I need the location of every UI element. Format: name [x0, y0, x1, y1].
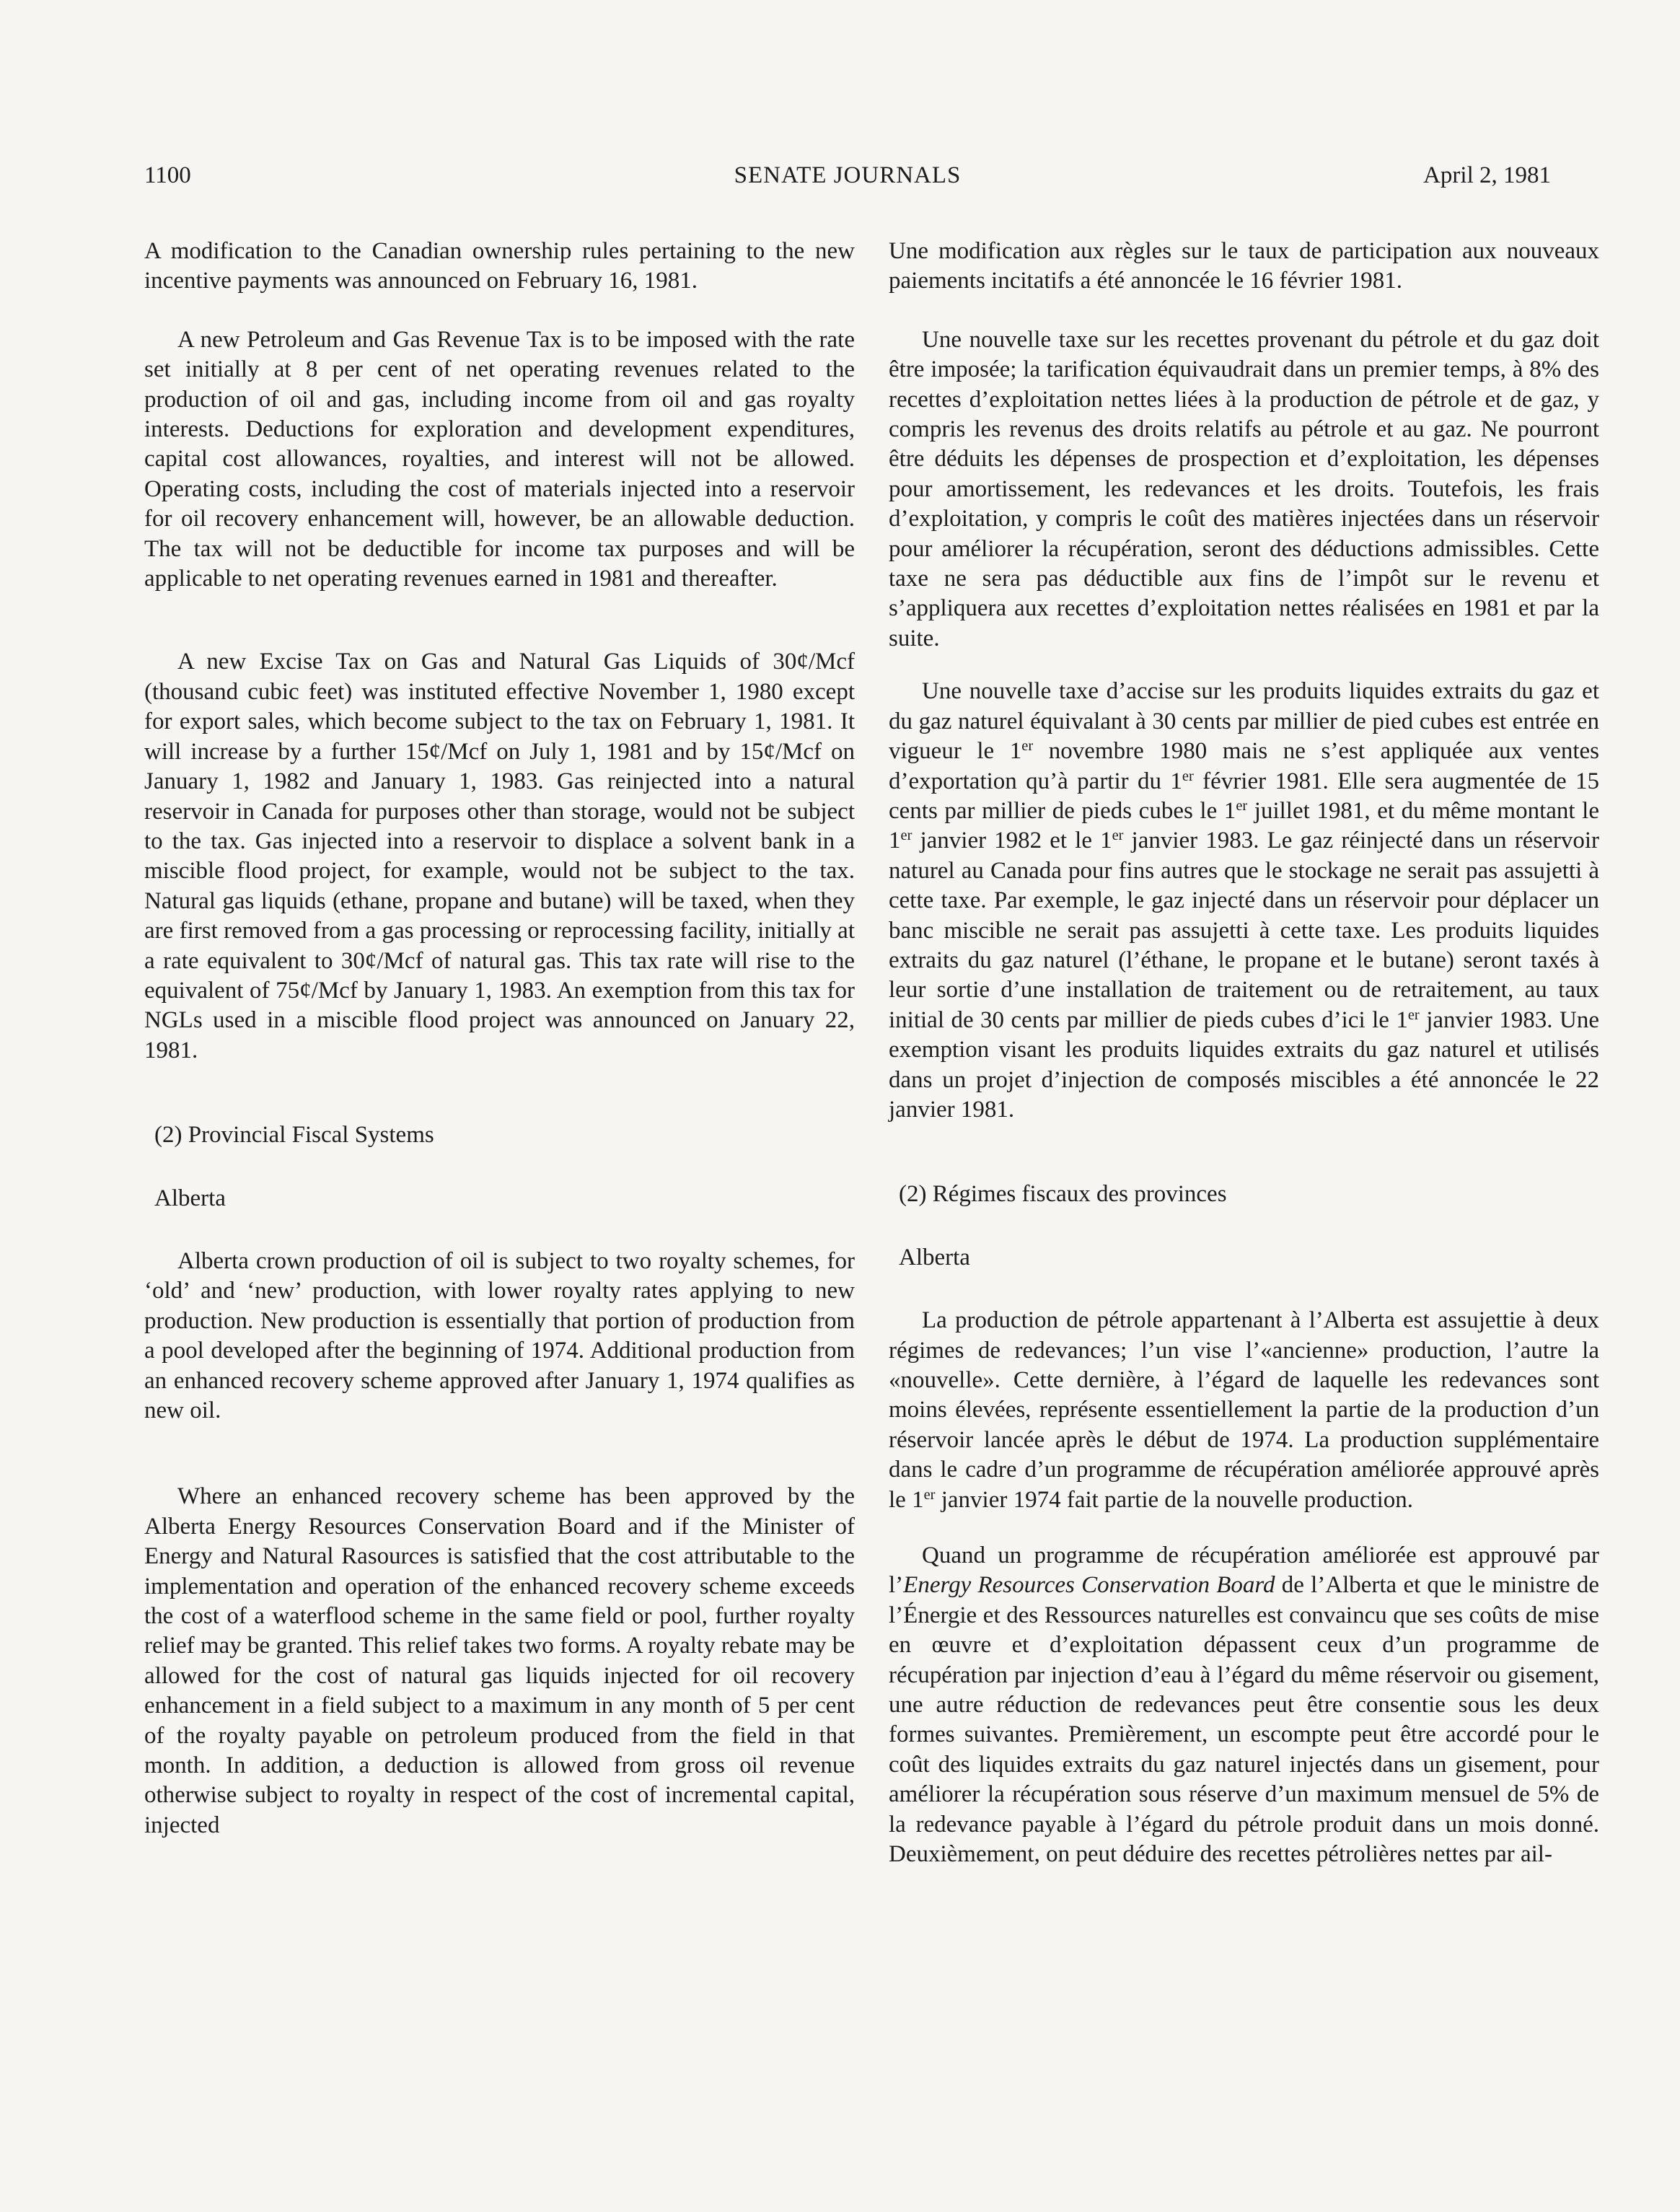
journal-date: April 2, 1981 — [1423, 162, 1551, 188]
en-paragraph-5: Where an enhanced recovery scheme has been approved by the Alberta Energy Resources Conservation Board and if the Minister of Energy and Natural Rasources is satisfied that the cost attributable to the implementation and operation of the enhanced recovery scheme exceeds the cost of a waterflood scheme in the same field or pool, further royalty relief may be granted. This relief takes two forms. A royalty rebate may be allowed for the cost of natural gas liquids injected for oil recovery enhancement in a field subject to a maximum in any month of 5 per cent of the royalty payable on petroleum produced from the field in that month. In addition, a deduction is allowed from gross oil revenue otherwise subject to royalty in respect of the cost of incremental capital, injected — [144, 1483, 855, 1838]
page-header — [144, 157, 1551, 193]
board-name: Energy Resources Conservation Board — [903, 1572, 1275, 1599]
en-paragraph-3: A new Excise Tax on Gas and Natural Gas Liquids of 30¢/Mcf (thousand cubic feet) was instituted effective November 1, 1980 except for export sales, which become subject to the tax on February 1, 1981. It will increase by a further 15¢/Mcf on July 1, 1981 and by 15¢/Mcf on January 1, 1982 and January 1, 1983. Gas reinjected into a natural reservoir in Canada for purposes other than storage, would not be subject to the tax. Gas injected into a reservoir to displace a solvent bank in a miscible flood project, for example, would not be subject to the tax. Natural gas liquids (ethane, propane and butane) will be taxed, when they are first removed from a gas processing or reprocessing facility, initially at a rate equivalent to 30¢/Mcf of natural gas. This tax rate will rise to the equivalent of 75¢/Mcf by January 1, 1983. An exemption from this tax for NGLs used in a miscible flood project was announced on January 22, 1981. — [144, 649, 855, 1063]
en-section-heading: (2) Provincial Fiscal Systems — [154, 1122, 434, 1149]
fr-paragraph-2: Une nouvelle taxe sur les recettes provenant du pétrole et du gaz doit être imposée; la tarification équivaudrait dans un premier temps, à 8% des recettes d’exploitation nettes liées à la production de pétrole et de gaz, y compris les revenus des droits relatifs au pétrole et au gaz. Ne pourront être déduits les dépenses de prospection et d’exploitation, les dépenses pour amortissement, les redevances et les droits. Toutefois, les frais d’exploitation, y compris le coût des matières injectées dans un réservoir pour améliorer la récupération, seront des déductions admissibles. Cette taxe ne sera pas déductible aux fins de l’impôt sur le revenu et s’appliquera aux recettes d’exploitation nettes réalisées en 1981 et par la suite. — [889, 326, 1599, 651]
en-paragraph-4: Alberta crown production of oil is subject to two royalty schemes, for ‘old’ and ‘new’ production, with lower royalty rates applying to new production. New production is essentially that portion of production from a pool developed after the beginning of 1974. Additional production from an enhanced recovery scheme approved after January 1, 1974 qualifies as new oil. — [144, 1247, 855, 1423]
fr-paragraph-3: Une nouvelle taxe d’accise sur les produits liquides extraits du gaz et du gaz naturel équivalant à 30 cents par millier de pied cubes est entrée en vigueur le 1er novembre 1980 mais ne s’est appliquée aux ventes d’exportation qu’à partir du 1er février 1981. Elle sera augmentée de 15 cents par millier de pieds cubes le 1er juillet 1981, et du même montant le 1er janvier 1982 et le 1er janvier 1983. Le gaz réinjecté dans un réservoir naturel au Canada pour fins autres que le stockage ne serait pas assujetti à cette taxe. Par exemple, le gaz injecté dans un réservoir pour déplacer un banc miscible ne serait pas assujetti à cette taxe. Les produits liquides extraits du gaz naturel (l’éthane, le propane et le butane) seront taxés à leur sortie d’une installation de traitement ou de retraitement, au taux initial de 30 cents par millier de pieds cubes d’ici le 1er janvier 1983. Une exemption visant les produits liquides extraits du gaz naturel et utilisés dans un projet d’injection de composés miscibles a été annoncée le 22 janvier 1981. — [889, 678, 1599, 1123]
fr-subheading-alberta: Alberta — [899, 1244, 970, 1270]
journal-title: SENATE JOURNALS — [734, 162, 962, 188]
fr-paragraph-1: Une modification aux règles sur le taux de participation aux nouveaux paiements incitatifs a été annoncée le 16 février 1981. — [889, 238, 1599, 294]
en-paragraph-1: A modification to the Canadian ownership rules pertaining to the new incentive payments was announced on February 16, 1981. — [144, 238, 855, 294]
page-number: 1100 — [144, 162, 191, 188]
en-paragraph-2: A new Petroleum and Gas Revenue Tax is to be imposed with the rate set initially at 8 per cent of net operating revenues related to the production of oil and gas, including income from oil and gas royalty interests. Deductions for exploration and development expenditures, capital cost allowances, royalties, and interest will not be allowed. Operating costs, including the cost of materials injected into a reservoir for oil recovery enhancement will, however, be an allowable deduction. The tax will not be deductible for income tax purposes and will be applicable to net operating revenues earned in 1981 and thereafter. — [144, 326, 855, 592]
fr-paragraph-5: Quand un programme de récupération améliorée est approuvé par l’Energy Resources Conservation Board de l’Alberta et que le ministre de l’Énergie et des Ressources naturelles est convaincu que ses coûts de mise en œuvre et d’exploitation dépassent ceux d’un programme de récupération par injection d’eau à l’égard du même réservoir ou gisement, une autre réduction de redevances peut être consentie sous les deux formes suivantes. Premièrement, un escompte peut être accordé pour le coût des liquides extraits du gaz naturel injectés dans un gisement, pour améliorer la récupération sous réserve d’un maximum mensuel de 5% de la redevance payable à l’égard du pétrole produit dans un mois donné. Deuxièmement, on peut déduire des recettes pétrolières nettes par ail- — [889, 1542, 1599, 1868]
en-subheading-alberta: Alberta — [154, 1185, 226, 1211]
fr-paragraph-4: La production de pétrole appartenant à l’Alberta est assujettie à deux régimes de redevances; l’un vise l’«ancienne» production, l’autre la «nouvelle». Cette dernière, à l’égard de laquelle les redevances sont moins élevées, représente essentiellement la partie de la production d’un réservoir lancée après le début de 1974. La production supplémentaire dans le cadre d’un programme de récupération améliorée approuvé après le 1er janvier 1974 fait partie de la nouvelle production. — [889, 1307, 1599, 1513]
french-column — [889, 237, 1599, 1870]
fr-section-heading: (2) Régimes fiscaux des provinces — [899, 1181, 1227, 1208]
english-column — [144, 237, 855, 1840]
